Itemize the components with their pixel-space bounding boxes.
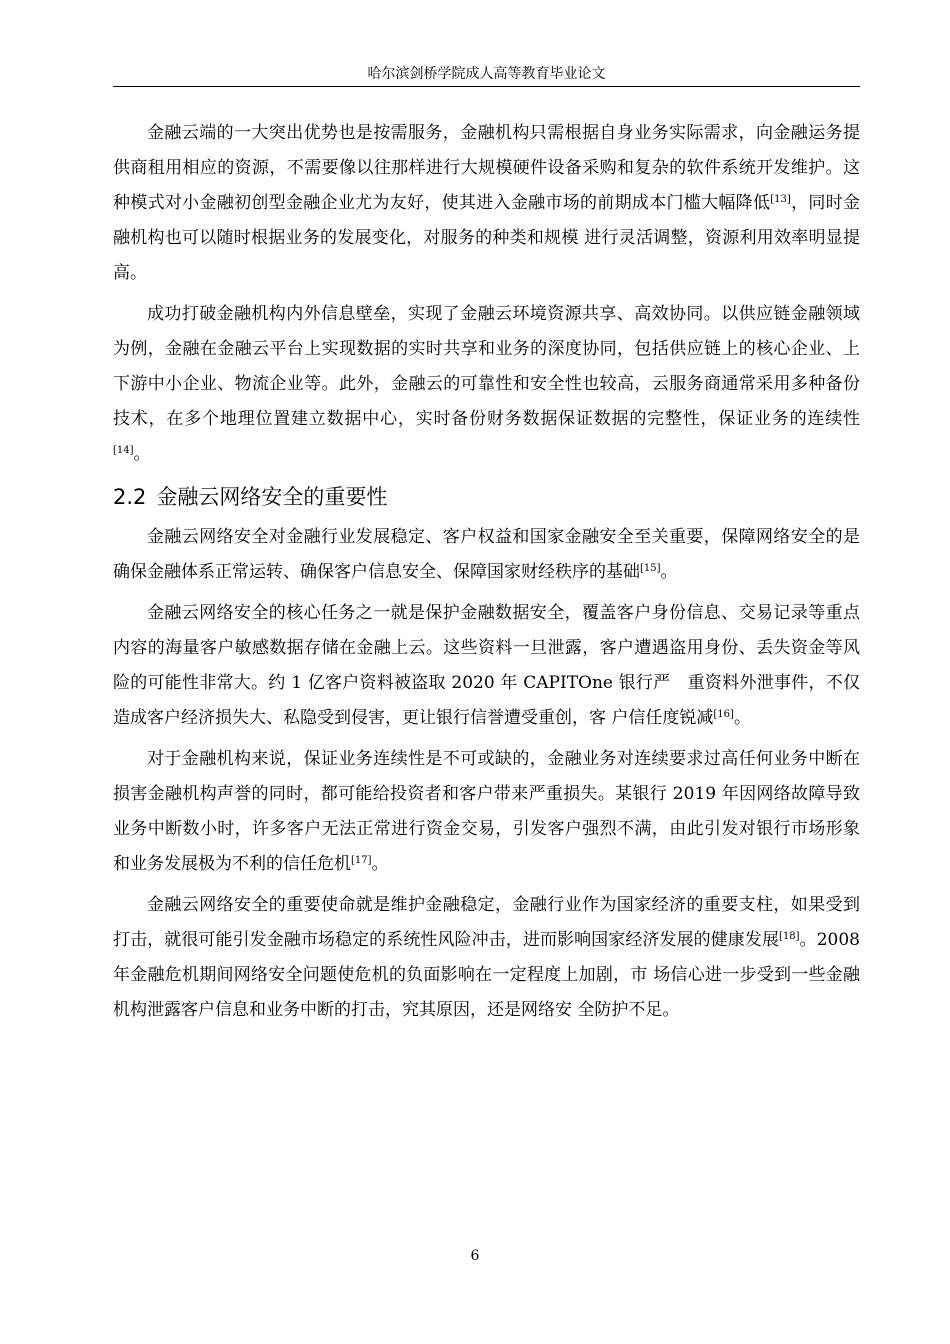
page-body <box>113 116 860 1034</box>
paragraph-tail: 。 <box>371 854 389 874</box>
paragraph-tail: 。2008 年金融危机期间网络安全问题使危机的负面影响在一定程度上加剧，市 场信心进一步受到一些金融机构泄露客户信息和业务中断的打击，究其原因，还是网络安 全防护不足。 <box>113 930 860 1020</box>
paragraph-data-security <box>113 596 860 736</box>
paragraph-on-demand-service <box>113 116 860 291</box>
citation-ref: [17] <box>351 855 372 866</box>
paragraph-text: 金融云端的一大突出优势也是按需服务，金融机构只需根据自身业务实际需求，向金融运务提供商租用相应的资源，不需要像以往那样进行大规模硬件设备采购和复杂的软件系统开发维护。这种模式对小金融初创型金融企业尤为友好，使其进入金融市场的前期成本门槛大幅降低 <box>113 123 860 213</box>
paragraph-text: 成功打破金融机构内外信息壁垒，实现了金融云环境资源共享、高效协同。以供应链金融领域为例，金融在金融云平台上实现数据的实时共享和业务的深度协同，包括供应链上的核心企业、上下游中小企业、物流企业等。此外，金融云的可靠性和安全性也较高，云服务商通常采用多种备份技术，在多个地理位置建立数据中心，实时备份财务数据保证数据的完整性，保证业务的连续性 <box>113 304 860 429</box>
citation-ref: [18] <box>779 931 800 942</box>
citation-ref: [13] <box>770 194 791 205</box>
citation-ref: [15] <box>640 563 661 574</box>
paragraph-text: 金融云网络安全的核心任务之一就是保护金融数据安全，覆盖客户身份信息、交易记录等重点内容的海量客户敏感数据存储在金融上云。这些资料一旦泄露，客户遭遇盗用身份、丢失资金等风险的可能性非常大。约 1 亿客户资料被盗取 2020 年 CAPITOne 银行严 重资料外泄事件，不仅造成客户经济损失大、私隐受到侵害，更让银行信誉遭受重创，客 户信任度锐减 <box>113 603 860 728</box>
citation-ref: [16] <box>713 709 734 720</box>
paragraph-information-sharing <box>113 297 860 472</box>
section-heading <box>113 478 860 516</box>
header-divider <box>113 86 860 87</box>
paragraph-business-continuity <box>113 742 860 882</box>
page-number: 6 <box>470 1248 480 1264</box>
citation-ref: [14] <box>113 445 134 456</box>
section-title: 金融云网络安全的重要性 <box>156 485 388 509</box>
running-header: 哈尔滨剑桥学院成人高等教育毕业论文 <box>367 66 606 82</box>
paragraph-tail: 。 <box>133 444 151 464</box>
section-number: 2.2 <box>113 485 147 509</box>
paragraph-tail: 。 <box>733 708 751 728</box>
paragraph-importance <box>113 520 860 590</box>
paragraph-tail: ，同时金融机构也可以随时根据业务的发展变化，对服务的种类和规模 进行灵活调整，资源利用效率明显提高。 <box>113 193 860 283</box>
paragraph-text: 金融云网络安全的重要使命就是维护金融稳定，金融行业作为国家经济的重要支柱，如果受到打击，就很可能引发金融市场稳定的系统性风险冲击，进而影响国家经济发展的健康发展 <box>113 895 860 950</box>
paragraph-text: 金融云网络安全对金融行业发展稳定、客户权益和国家金融安全至关重要，保障网络安全的是确保金融体系正常运转、确保客户信息安全、保障国家财经秩序的基础 <box>113 527 860 582</box>
paragraph-tail: 。 <box>660 562 678 582</box>
paragraph-financial-stability <box>113 888 860 1028</box>
paragraph-text: 对于金融机构来说，保证业务连续性是不可或缺的，金融业务对连续要求过高任何业务中断在损害金融机构声誉的同时，都可能给投资者和客户带来严重损失。某银行 2019 年因网络故障导致业务中断数小时，许多客户无法正常进行资金交易，引发客户强烈不满，由此引发对银行市场形象和业务发展极为不利的信任危机 <box>113 749 860 874</box>
